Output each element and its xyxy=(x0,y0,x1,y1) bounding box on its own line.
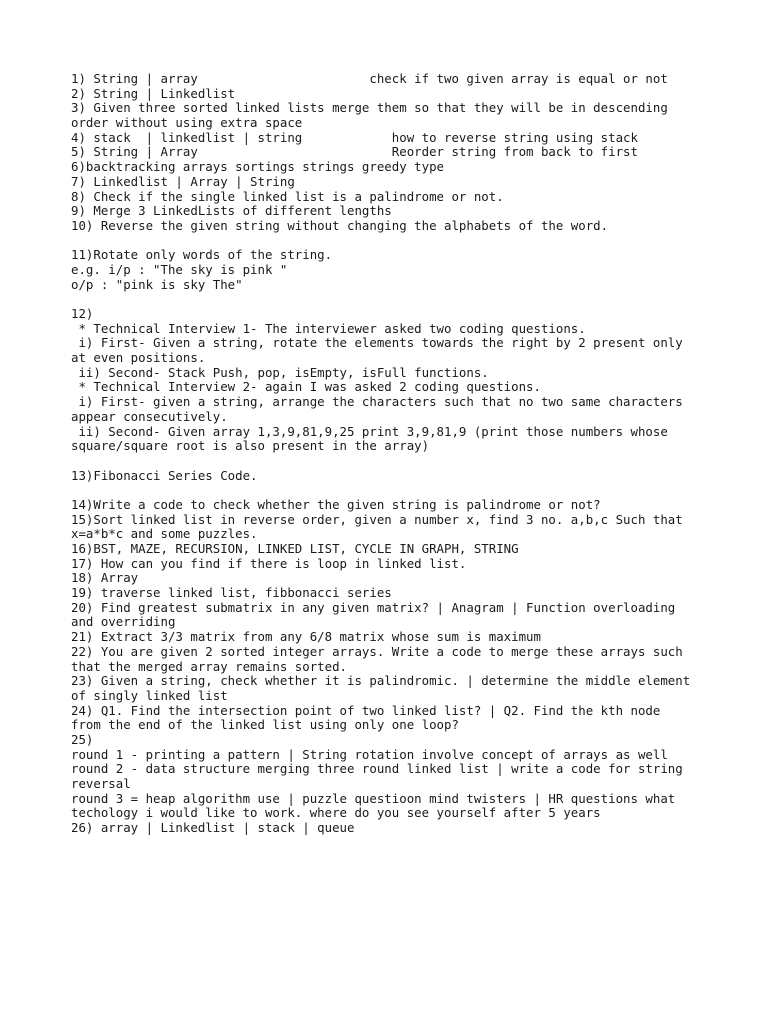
text-line: 17) How can you find if there is loop in linked list. xyxy=(71,555,467,571)
blank-line xyxy=(71,483,711,498)
text-line: square/square root is also present in the array) xyxy=(71,438,430,454)
blank-line xyxy=(71,454,711,469)
text-line: 12) xyxy=(71,306,94,321)
text-line: 10) Reverse the given string without changing the alphabets of the word. xyxy=(71,217,609,233)
text-line: 5) String | Array Reorder string from back to first xyxy=(71,144,638,160)
text-line: * Technical Interview 1- The interviewer asked two coding questions. xyxy=(71,320,586,336)
text-line: 18) Array xyxy=(71,570,139,586)
text-line: round 1 - printing a pattern | String rotation involve concept of arrays as well xyxy=(71,746,668,762)
text-line: order without using extra space xyxy=(71,115,303,131)
text-line: e.g. i/p : "The sky is pink " xyxy=(71,261,288,277)
text-line: at even positions. xyxy=(71,350,206,366)
text-line: 15)Sort linked list in reverse order, given a number x, find 3 no. a,b,c Such that xyxy=(71,511,683,527)
text-line: 20) Find greatest submatrix in any given matrix? | Anagram | Function overloading xyxy=(71,599,676,615)
text-line: 3) Given three sorted linked lists merge them so that they will be in descending xyxy=(71,100,668,116)
text-line: 22) You are given 2 sorted integer arrays. Write a code to merge these arrays such xyxy=(71,643,683,659)
text-line: i) First- Given a string, rotate the elements towards the right by 2 present only xyxy=(71,335,683,351)
text-line: x=a*b*c and some puzzles. xyxy=(71,526,258,542)
text-line: round 3 = heap algorithm use | puzzle questioon mind twisters | HR questions what xyxy=(71,790,676,806)
text-line: of singly linked list xyxy=(71,687,228,703)
text-line: 2) String | Linkedlist xyxy=(71,85,236,101)
text-line: 11)Rotate only words of the string. xyxy=(71,247,333,263)
text-line: * Technical Interview 2- again I was asked 2 coding questions. xyxy=(71,379,541,395)
text-line: 9) Merge 3 LinkedLists of different lengths xyxy=(71,203,392,219)
blank-line xyxy=(71,292,711,307)
text-line: 13)Fibonacci Series Code. xyxy=(71,467,258,483)
text-line: 1) String | array check if two given array is equal or not xyxy=(71,71,668,86)
text-line: 7) Linkedlist | Array | String xyxy=(71,173,295,189)
text-line: 25) xyxy=(71,731,94,747)
text-line: 4) stack | linkedlist | string how to reverse string using stack xyxy=(71,129,638,145)
text-line: ii) Second- Stack Push, pop, isEmpty, isFull functions. xyxy=(71,364,489,380)
blank-line xyxy=(71,234,711,249)
text-line: reversal xyxy=(71,776,131,791)
text-line: 21) Extract 3/3 matrix from any 6/8 matrix whose sum is maximum xyxy=(71,629,541,645)
text-line: 26) array | Linkedlist | stack | queue xyxy=(71,820,355,836)
text-line: 24) Q1. Find the intersection point of two linked list? | Q2. Find the kth node xyxy=(71,702,661,718)
text-line: 14)Write a code to check whether the given string is palindrome or not? xyxy=(71,496,601,512)
text-line: 19) traverse linked list, fibbonacci series xyxy=(71,585,392,601)
text-line: techology i would like to work. where do you see yourself after 5 years xyxy=(71,805,601,821)
text-line: 23) Given a string, check whether it is palindromic. | determine the middle element xyxy=(71,673,691,689)
document-body xyxy=(71,72,711,836)
text-line: 8) Check if the single linked list is a palindrome or not. xyxy=(71,188,504,204)
text-line: i) First- given a string, arrange the characters such that no two same characters xyxy=(71,394,683,410)
text-line: 6)backtracking arrays sortings strings greedy type xyxy=(71,159,444,175)
text-line: that the merged array remains sorted. xyxy=(71,658,348,674)
text-line: o/p : "pink is sky The" xyxy=(71,276,243,292)
text-line: ii) Second- Given array 1,3,9,81,9,25 print 3,9,81,9 (print those numbers whose xyxy=(71,423,668,439)
text-line: 16)BST, MAZE, RECURSION, LINKED LIST, CYCLE IN GRAPH, STRING xyxy=(71,541,519,556)
text-line: from the end of the linked list using only one loop? xyxy=(71,717,459,733)
text-line: appear consecutively. xyxy=(71,408,228,424)
text-line: round 2 - data structure merging three round linked list | write a code for string xyxy=(71,761,683,777)
text-line: and overriding xyxy=(71,614,176,630)
